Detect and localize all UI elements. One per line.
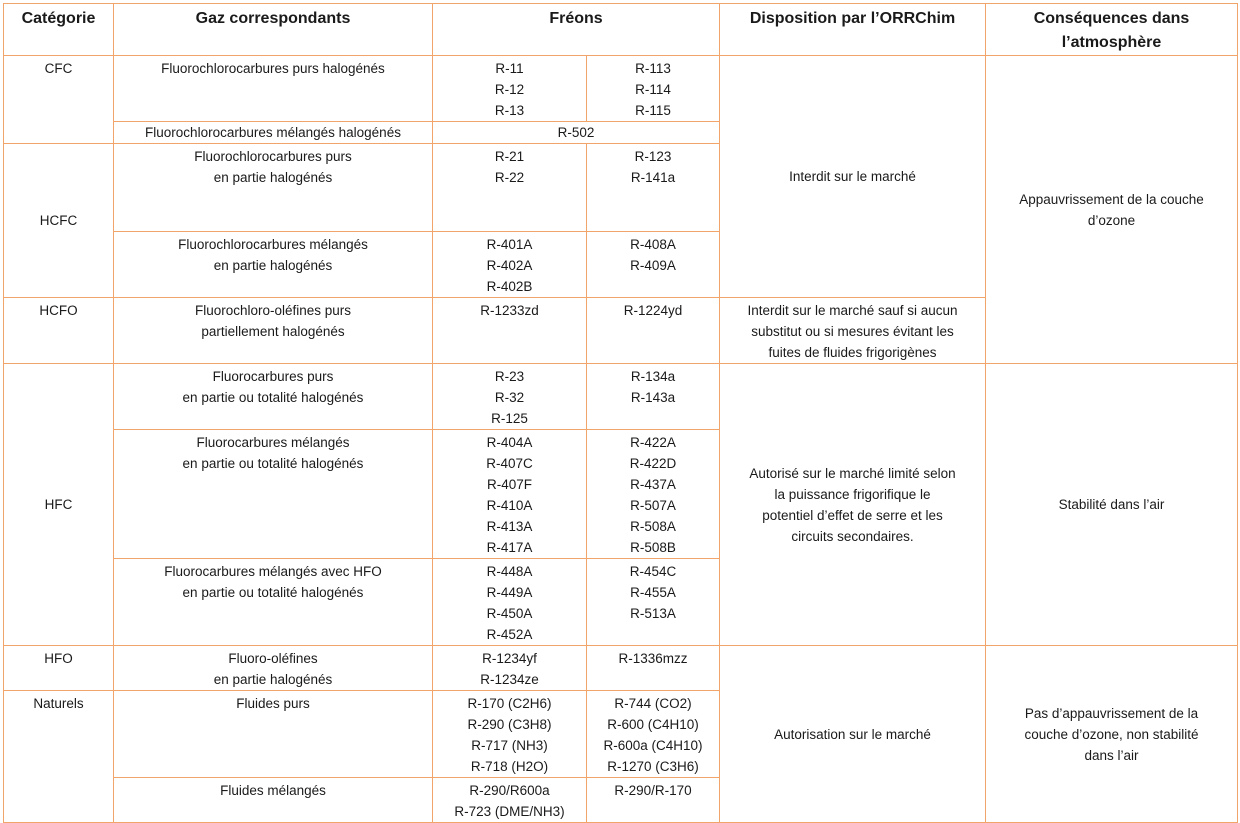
gaz-cell <box>114 56 433 122</box>
cell-line: R-115 <box>635 103 671 118</box>
cell-line: substitut ou si mesures évitant les <box>751 324 954 339</box>
cell-line: partiellement halogénés <box>201 324 345 339</box>
cell-line: R-600a (C4H10) <box>603 738 703 753</box>
cell-line: d’ozone <box>1087 212 1136 228</box>
cell-line: R-508A <box>630 519 676 534</box>
cell-line: R-290/R600a <box>469 783 550 798</box>
category-hcfo: HCFO <box>4 298 114 364</box>
cell-line: Autorisation sur le marché <box>774 726 931 742</box>
category-naturels: Naturels <box>4 691 114 823</box>
freon-cell <box>433 559 587 646</box>
cell-line: R-718 (H2O) <box>470 759 549 774</box>
gaz-cell <box>114 298 433 364</box>
cell-line: R-449A <box>486 585 533 600</box>
cell-line: Interdit sur le marché sauf si aucun <box>747 303 958 318</box>
cell-line: Fluoro-oléfines <box>228 651 318 666</box>
gaz-cell <box>114 122 433 144</box>
consequence-pas-ozone <box>986 646 1238 823</box>
cell-line: R-290/R-170 <box>614 783 692 798</box>
cell-line: R-114 <box>635 82 671 97</box>
cell-line: R-125 <box>491 411 528 426</box>
freon-cell <box>587 56 720 122</box>
cell-line: R-450A <box>486 606 533 621</box>
cell-line: R-744 (CO2) <box>614 696 692 711</box>
cell-line: R-22 <box>494 170 525 185</box>
disposition-autorisation <box>720 646 986 823</box>
cell-line: R-404A <box>486 435 533 450</box>
consequence-stabilite <box>986 364 1238 646</box>
category-hfc: HFC <box>4 364 114 646</box>
cell-line: R-143a <box>630 390 676 405</box>
header-freons: Fréons <box>433 4 720 56</box>
cell-line: R-422D <box>629 456 677 471</box>
cell-line: Pas d’appauvrissement de la <box>1024 705 1199 721</box>
freon-cell <box>433 232 587 298</box>
cell-line: Fluides purs <box>236 696 310 711</box>
cell-line: Fluorocarbures purs <box>212 369 334 384</box>
cell-line: Appauvrissement de la couche <box>1019 191 1204 207</box>
freon-cell <box>587 691 720 778</box>
cell-line: R-32 <box>494 390 525 405</box>
cell-line: Interdit sur le marché <box>789 169 916 184</box>
cell-line: R-508B <box>630 540 676 555</box>
consequence-ozone <box>986 56 1238 364</box>
cell-line: R-723 (DME/NH3) <box>454 804 565 819</box>
disposition-interdit <box>720 56 986 298</box>
header-gaz: Gaz correspondants <box>114 4 433 56</box>
cell-line: R-455A <box>630 585 676 600</box>
cell-line: en partie halogénés <box>213 672 333 687</box>
cell-line: R-502 <box>557 125 595 140</box>
freon-cell <box>433 364 587 430</box>
cell-line: R-408A <box>630 237 676 252</box>
refrigerant-table <box>3 3 1238 823</box>
cell-line: R-141a <box>630 170 676 185</box>
cell-line: R-410A <box>486 498 533 513</box>
cell-line: R-1336mzz <box>618 651 688 666</box>
cell-line: R-401A <box>486 237 533 252</box>
cell-line: R-12 <box>494 82 525 97</box>
cell-line: R-1234ze <box>480 672 539 687</box>
freon-cell <box>433 778 587 823</box>
gaz-cell <box>114 364 433 430</box>
cell-line: R-113 <box>635 61 671 76</box>
cell-line: Fluorocarbures mélangés avec HFO <box>164 564 382 579</box>
cell-line: R-21 <box>494 149 525 164</box>
freon-cell <box>587 646 720 691</box>
header-categorie: Catégorie <box>4 4 114 56</box>
cell-line: R-134a <box>630 369 676 384</box>
cell-line: Autorisé sur le marché limité selon <box>749 465 956 481</box>
cell-line: R-437A <box>630 477 676 492</box>
cell-line: en partie ou totalité halogénés <box>182 456 364 471</box>
cell-line: R-407C <box>486 456 533 471</box>
cell-line: R-422A <box>630 435 676 450</box>
cell-line: Fluorochlorocarbures mélangés <box>178 237 368 252</box>
cell-line: Fluides mélangés <box>220 783 326 798</box>
disposition-interdit-sauf <box>720 298 986 364</box>
cell-line: potentiel d’effet de serre et les <box>762 507 943 523</box>
cell-line: Fluorochloro-oléfines purs <box>194 303 352 318</box>
disposition-autorise-limite <box>720 364 986 646</box>
cell-line: R-1224yd <box>623 303 683 318</box>
gaz-cell <box>114 778 433 823</box>
gaz-cell <box>114 559 433 646</box>
freon-cell <box>433 122 720 144</box>
cell-line: R-513A <box>630 606 676 621</box>
cell-line: R-454C <box>629 564 677 579</box>
freon-cell <box>433 691 587 778</box>
gaz-cell <box>114 691 433 778</box>
cell-line: R-23 <box>494 369 525 384</box>
freon-cell <box>587 144 720 232</box>
freon-cell <box>433 430 587 559</box>
cell-line: en partie halogénés <box>213 170 333 185</box>
cell-line: Fluorochlorocarbures mélangés halogénés <box>145 125 401 140</box>
cell-line: R-413A <box>486 519 533 534</box>
freon-cell <box>587 778 720 823</box>
cell-line: R-402B <box>486 279 533 294</box>
cell-line: en partie ou totalité halogénés <box>182 585 364 600</box>
cell-line: Fluorochlorocarbures purs <box>194 149 352 164</box>
gaz-cell <box>114 646 433 691</box>
cell-line: R-507A <box>630 498 676 513</box>
cell-line: R-417A <box>486 540 533 555</box>
cell-line: R-1234yf <box>482 651 537 666</box>
cell-line: Fluorocarbures mélangés <box>196 435 350 450</box>
freon-cell <box>587 298 720 364</box>
cell-line: dans l’air <box>1084 747 1139 763</box>
cell-line: couche d’ozone, non stabilité <box>1024 726 1199 742</box>
cell-line: R-452A <box>486 627 533 642</box>
cell-line: R-170 (C2H6) <box>467 696 552 711</box>
gaz-cell <box>114 430 433 559</box>
freon-cell <box>433 56 587 122</box>
header-disposition: Disposition par l’ORRChim <box>720 4 986 56</box>
cell-line: en partie halogénés <box>213 258 333 273</box>
category-cfc: CFC <box>4 56 114 144</box>
cell-line: en partie ou totalité halogénés <box>182 390 364 405</box>
cell-line: Fluorochlorocarbures purs halogénés <box>161 61 385 76</box>
cell-line: R-448A <box>486 564 533 579</box>
cell-line: R-402A <box>486 258 533 273</box>
freon-cell <box>587 559 720 646</box>
freon-cell <box>433 646 587 691</box>
cell-line: la puissance frigorifique le <box>774 486 931 502</box>
header-consequences: Conséquences dans l’atmosphère <box>986 4 1238 56</box>
cell-line: R-13 <box>494 103 525 118</box>
cell-line: R-717 (NH3) <box>471 738 548 753</box>
cell-line: R-409A <box>630 258 676 273</box>
category-hcfc: HCFC <box>4 144 114 298</box>
cell-line: circuits secondaires. <box>791 528 914 544</box>
freon-cell <box>587 364 720 430</box>
cell-line: R-1233zd <box>480 303 539 318</box>
cell-line: R-600 (C4H10) <box>607 717 699 732</box>
gaz-cell <box>114 144 433 232</box>
cell-line: R-123 <box>634 149 672 164</box>
cell-line: R-11 <box>495 61 524 76</box>
freon-cell <box>587 430 720 559</box>
freon-cell <box>587 232 720 298</box>
cell-line: Stabilité dans l’air <box>1058 497 1165 512</box>
cell-line: R-407F <box>486 477 532 492</box>
cell-line: R-1270 (C3H6) <box>607 759 699 774</box>
freon-cell <box>433 144 587 232</box>
cell-line: R-290 (C3H8) <box>467 717 552 732</box>
category-hfo: HFO <box>4 646 114 691</box>
cell-line: fuites de fluides frigorigènes <box>768 345 937 360</box>
gaz-cell <box>114 232 433 298</box>
freon-cell <box>433 298 587 364</box>
